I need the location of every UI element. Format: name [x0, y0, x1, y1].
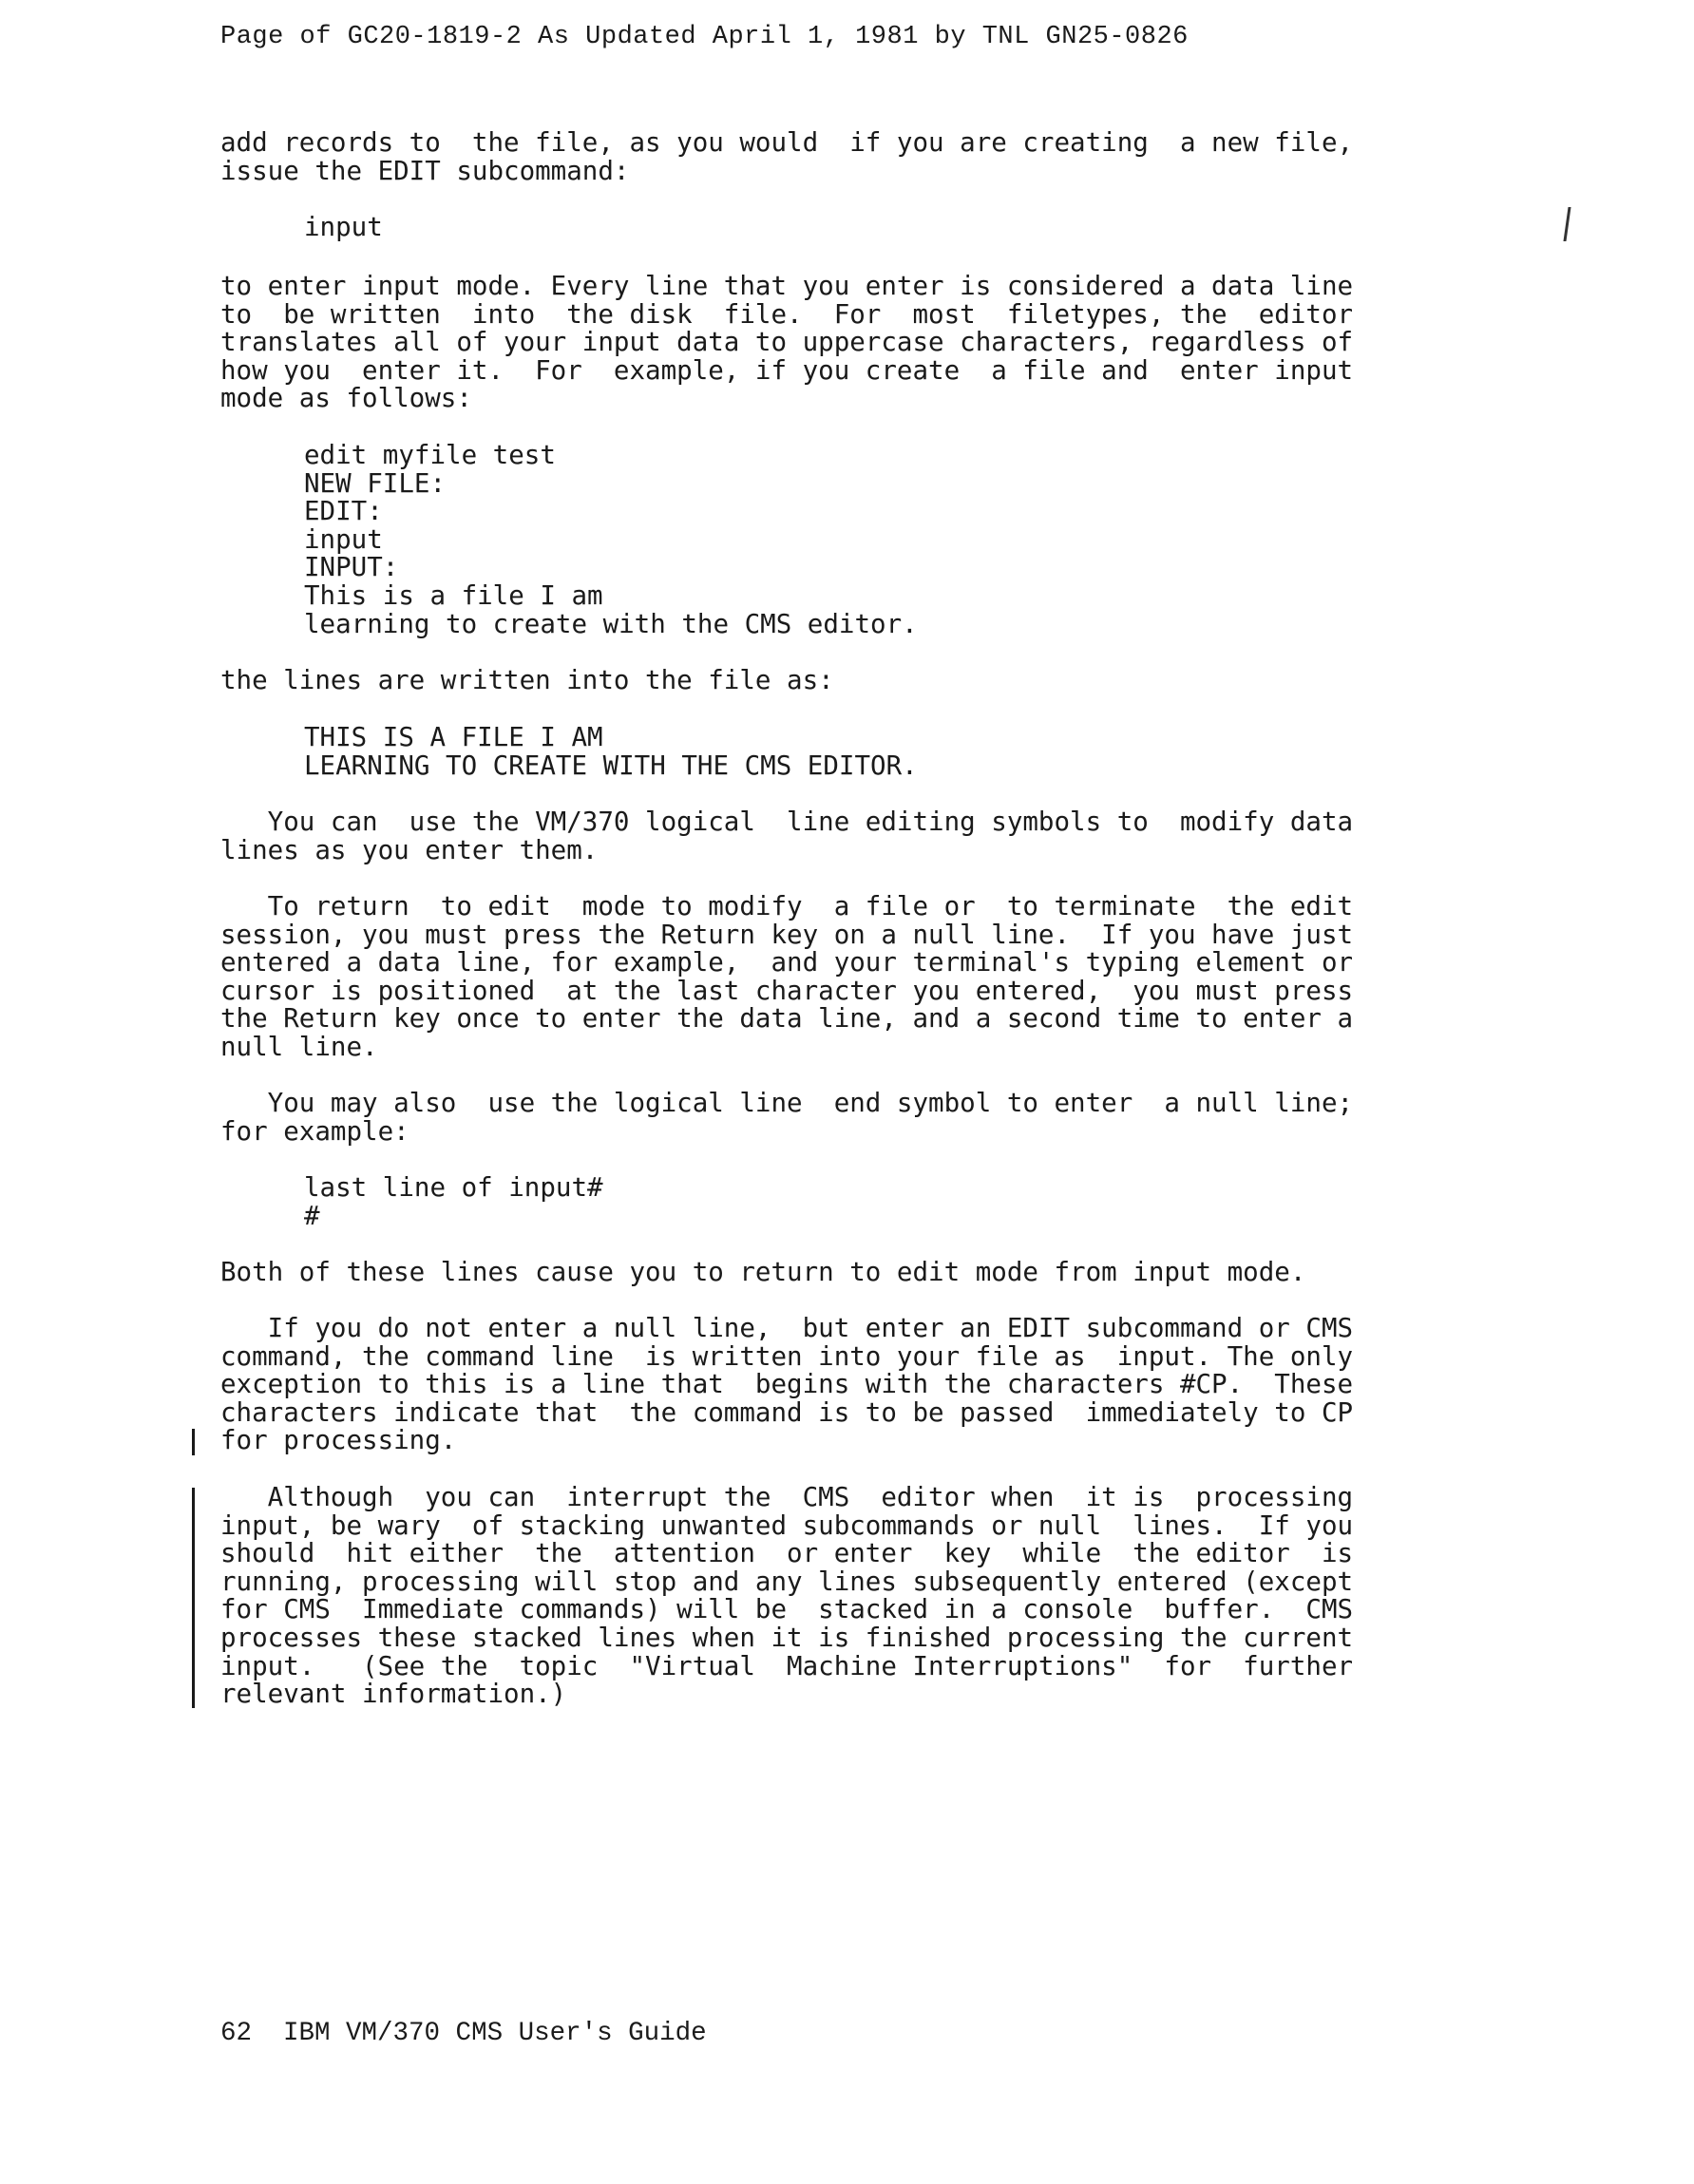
margin-mark	[1563, 207, 1570, 241]
paragraph-line-end-symbol: You may also use the logical line end symbol to enter a null line; for example:	[220, 1088, 1354, 1147]
paragraph-add-records: add records to the file, as you would if you are creating a new file, issue the EDIT subcommand:	[220, 127, 1354, 186]
book-title: IBM VM/370 CMS User's Guide	[283, 2019, 707, 2048]
paragraph-logical-editing: You can use the VM/370 logical line editing symbols to modify data lines as you enter them.	[220, 807, 1354, 865]
code-edit-session: edit myfile test NEW FILE: EDIT: input INPUT: This is a file I am learning to create with the CMS editor.	[304, 440, 918, 639]
page-number: 62	[220, 2019, 253, 2048]
code-uppercase-output: THIS IS A FILE I AM LEARNING TO CREATE WITH THE CMS EDITOR.	[304, 722, 918, 781]
change-bar	[192, 1429, 195, 1455]
paragraph-input-mode: to enter input mode. Every line that you enter is considered a data line to be written into the disk file. For most filetypes, the editor translates all of your input data to uppercase characters, regardless of how you enter it. For example, if you create a file and enter input mode as follows:	[220, 271, 1354, 414]
code-input: input	[304, 212, 383, 242]
paragraph-both-lines: Both of these lines cause you to return to edit mode from input mode.	[220, 1257, 1306, 1287]
running-head: Page of GC20-1819-2 As Updated April 1, 1981 by TNL GN25-0826	[220, 23, 1189, 51]
code-null-line-example: last line of input# #	[304, 1172, 603, 1231]
change-bar	[192, 1488, 195, 1708]
paragraph-return-edit-mode: To return to edit mode to modify a file or to terminate the edit session, you must press the Return key on a null line. If you have just entered a data line, for example, and your terminal's typing element or cursor is positioned at the last character you entered, you must press the Return key once to enter the data line, and a second time to enter a null line.	[220, 891, 1354, 1062]
page-footer	[220, 2016, 707, 2052]
paragraph-edit-subcommand: If you do not enter a null line, but enter an EDIT subcommand or CMS command, the command line is written into your file as input. The only exception to this is a line that begins with the characters #CP. These characters indicate that the command is to be passed immediately to CP for processing.	[220, 1313, 1354, 1456]
paragraph-interrupt-editor: Although you can interrupt the CMS editor when it is processing input, be wary of stacking unwanted subcommands or null lines. If you should hit either the attention or enter key while the editor is running, processing will stop and any lines subsequently entered (except for CMS Immediate commands) will be stacked in a console buffer. CMS processes these stacked lines when it is finished processing the current input. (See the topic "Virtual Machine Interruptions" for further relevant information.)	[220, 1482, 1354, 1710]
paragraph-lines-written: the lines are written into the file as:	[220, 665, 834, 695]
